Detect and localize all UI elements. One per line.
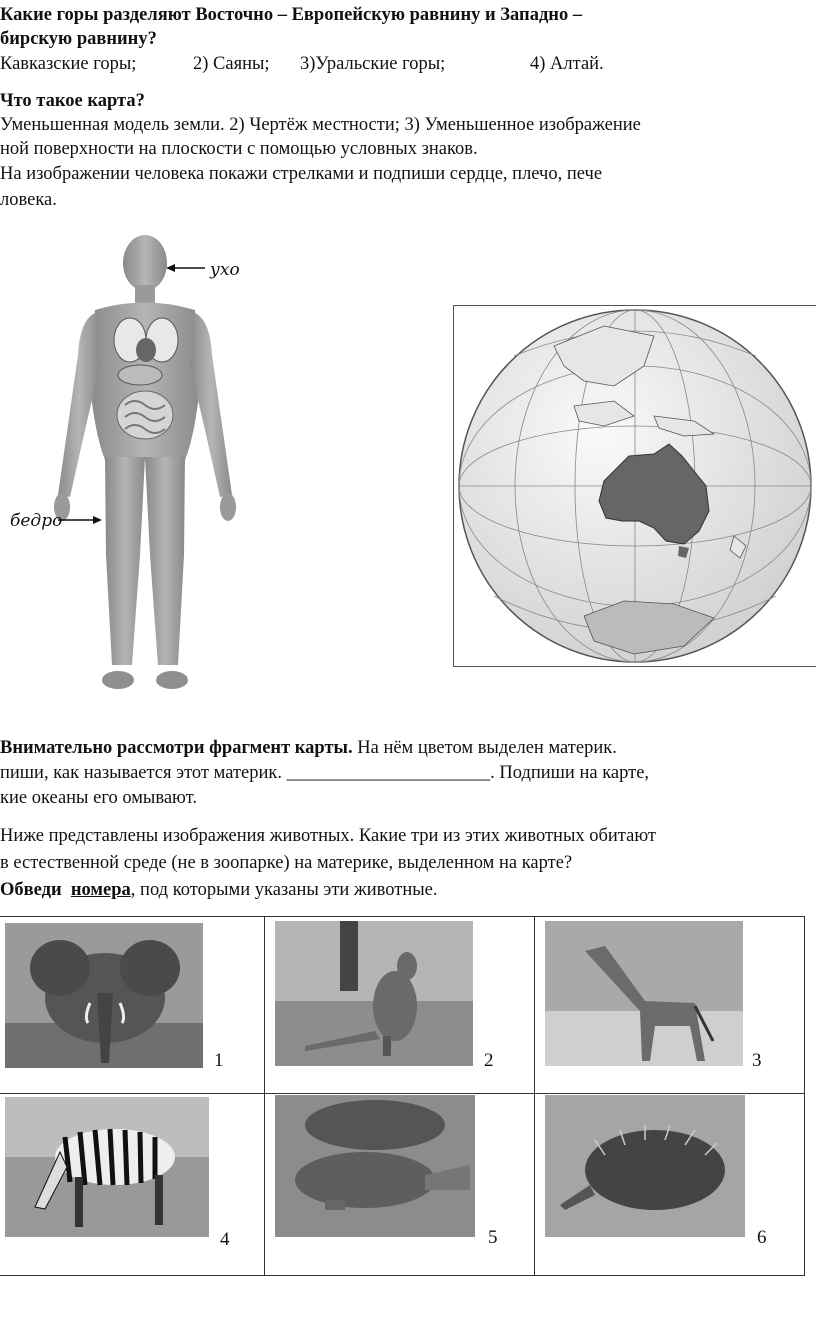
q1-option-1: Кавказские горы; — [0, 54, 137, 74]
q1-option-2: 2) Саяны; — [193, 54, 270, 74]
q5-line3 — [0, 879, 438, 901]
q3-line2: ловека. — [0, 190, 57, 210]
q1-option-4: 4) Алтай. — [530, 54, 604, 74]
q2-line2: ной поверхности на плоскости с помощью условных знаков. — [0, 139, 478, 159]
animal-photo-echidna — [545, 1095, 745, 1237]
animal-photo-zebra — [5, 1097, 209, 1237]
animal-number-3[interactable]: 3 — [752, 1050, 762, 1071]
animals-table — [0, 916, 805, 1276]
q4-rest: На нём цветом выделен материк. — [352, 738, 617, 758]
q4-bold: Внимательно рассмотри фрагмент карты. — [0, 738, 353, 758]
animal-number-5[interactable]: 5 — [488, 1227, 498, 1248]
q1-option-3: 3)Уральские горы; — [300, 54, 446, 74]
animal-number-4[interactable]: 4 — [220, 1229, 230, 1250]
animal-photo-kangaroo — [275, 921, 473, 1066]
animal-photo-elephant — [5, 923, 203, 1068]
animal-photo-giraffe — [545, 921, 743, 1066]
q5-rest: , под которыми указаны эти животные. — [130, 880, 438, 900]
q4-line1 — [0, 737, 617, 759]
human-body-figure — [0, 225, 260, 705]
label-ear: ухо — [210, 260, 240, 280]
animal-photo-platypus — [275, 1095, 475, 1237]
q5-line1: Ниже представлены изображения животных. Какие три из этих животных обитают — [0, 826, 656, 846]
q1-line1: Какие горы разделяют Восточно – Европейскую равнину и Западно – — [0, 5, 583, 25]
animal-number-1[interactable]: 1 — [214, 1050, 224, 1071]
q2-title: Что такое карта? — [0, 91, 145, 111]
q5-bold-numbers: номера — [70, 880, 131, 900]
q5-line2: в естественной среде (не в зоопарке) на материке, выделенном на карте? — [0, 853, 573, 873]
q5-bold-circle: Обведи — [0, 880, 62, 900]
animal-number-6[interactable]: 6 — [757, 1227, 767, 1248]
q4-line2: пиши, как называется этот материк. ______________________. Подпиши на карте, — [0, 763, 650, 783]
label-thigh: бедро — [10, 511, 63, 531]
q2-line1: Уменьшенная модель земли. 2) Чертёж местности; 3) Уменьшенное изображение — [0, 115, 641, 135]
globe-map — [453, 305, 816, 667]
q3-line1: На изображении человека покажи стрелками и подпиши сердце, плечо, пече — [0, 164, 603, 184]
q4-line3: кие океаны его омывают. — [0, 788, 197, 808]
q1-line2: бирскую равнину? — [0, 29, 157, 49]
animal-number-2[interactable]: 2 — [484, 1050, 494, 1071]
